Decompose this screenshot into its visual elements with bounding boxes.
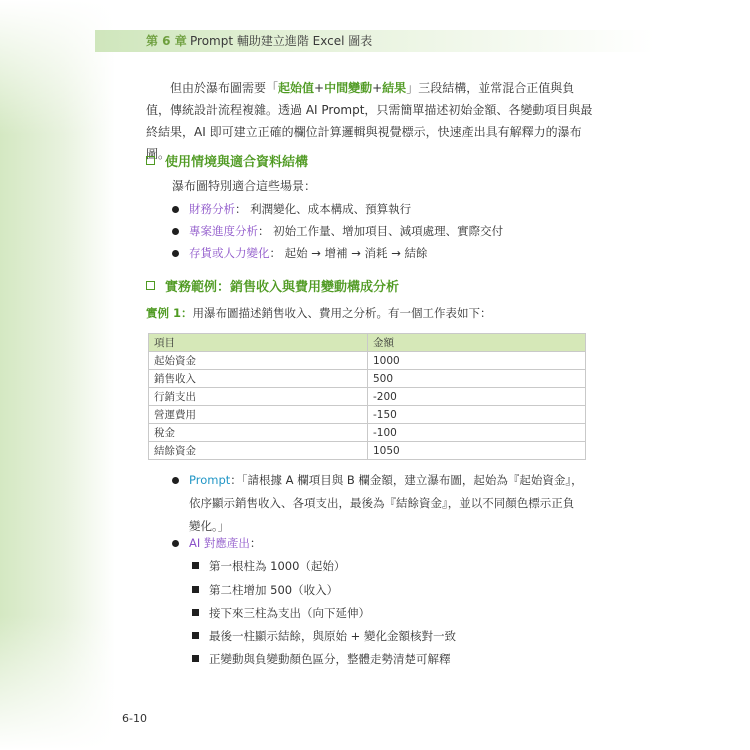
table-row xyxy=(149,406,586,424)
table-row xyxy=(149,370,586,388)
prompt-line-3: 變化。」 xyxy=(189,519,230,533)
ai-output-label: AI 對應產出 xyxy=(189,536,250,550)
ai-output-text: 第一根柱為 1000（起始） xyxy=(209,559,346,573)
usage-label-project: 專案進度分析 xyxy=(189,224,258,238)
usage-label-finance: 財務分析 xyxy=(189,202,235,216)
list-item xyxy=(172,243,428,263)
worksheet-table xyxy=(148,333,586,460)
square-bullet-icon xyxy=(192,655,199,662)
table-cell-item: 銷售收入 xyxy=(149,370,368,388)
table-row xyxy=(149,388,586,406)
list-item xyxy=(192,603,370,623)
section-heading-usage xyxy=(146,151,308,170)
table-header-item: 項目 xyxy=(149,334,368,352)
table-header-row xyxy=(149,334,586,352)
usage-label-inventory: 存貨或人力變化 xyxy=(189,246,270,260)
square-bullet-icon xyxy=(192,562,199,569)
prompt-line-1: ：「請根據 A 欄項目與 B 欄金額，建立瀑布圖，起始為『起始資金』， xyxy=(230,473,583,487)
bullet-icon xyxy=(172,540,179,547)
list-item xyxy=(192,556,345,576)
table-cell-amount: 1000 xyxy=(368,352,586,370)
bullet-icon xyxy=(172,228,179,235)
usage-sep-project: ： xyxy=(258,224,270,238)
bullet-icon xyxy=(172,250,179,257)
list-item xyxy=(192,649,451,669)
table-cell-amount: 500 xyxy=(368,370,586,388)
ai-output-text: 接下來三柱為支出（向下延伸） xyxy=(209,606,370,620)
ai-output-sep: ： xyxy=(249,536,262,550)
example-text: 用瀑布圖描述銷售收入、費用之分析。有一個工作表如下： xyxy=(192,306,492,320)
page-side-decoration xyxy=(0,0,115,750)
list-item xyxy=(192,580,338,600)
table-row xyxy=(149,352,586,370)
table-cell-amount: 1050 xyxy=(368,442,586,460)
list-item xyxy=(192,626,456,646)
prompt-item xyxy=(172,470,592,536)
ai-output-text: 最後一柱顯示結餘，與原始 + 變化金額核對一致 xyxy=(209,629,456,643)
intro-text-2: 」三段結構，並常混合正值與負值，傳統設計流程複雜。透過 AI Prompt，只需簡單描述初始金額、各變動項目與最終結果，AI 即可建立正確的欄位計算邏輯與視覺標示，快速產出具有解釋力的瀑布圖。 xyxy=(146,81,593,161)
usage-sep-inventory: ： xyxy=(269,246,281,260)
bullet-icon xyxy=(172,206,179,213)
intro-middle-term: 中間變動 xyxy=(324,81,373,95)
section-title-usage: 使用情境與適合資料結構 xyxy=(165,155,309,170)
checkbox-icon xyxy=(146,156,155,165)
example-intro xyxy=(146,302,594,324)
checkbox-icon xyxy=(146,281,155,290)
table-header-amount: 金額 xyxy=(368,334,586,352)
section1-lead: 瀑布圖特別適合這些場景： xyxy=(172,179,317,193)
chapter-title: Prompt 輔助建立進階 Excel 圖表 xyxy=(190,34,373,48)
prompt-line-2: 依序顯示銷售收入、各項支出，最後為『結餘資金』，並以不同顏色標示正負 xyxy=(189,496,575,510)
example-label: 實例 1： xyxy=(146,306,193,320)
section-heading-example xyxy=(146,276,399,295)
usage-text-inventory: 起始 → 增補 → 消耗 → 結餘 xyxy=(284,246,428,260)
table-cell-amount: -100 xyxy=(368,424,586,442)
square-bullet-icon xyxy=(192,632,199,639)
table-cell-amount: -200 xyxy=(368,388,586,406)
usage-sep-finance: ： xyxy=(235,202,247,216)
square-bullet-icon xyxy=(192,609,199,616)
page-number: 6-10 xyxy=(122,712,147,725)
section-title-example: 實務範例：銷售收入與費用變動構成分析 xyxy=(165,280,400,295)
list-item xyxy=(172,221,503,241)
table-row xyxy=(149,424,586,442)
table-cell-item: 營運費用 xyxy=(149,406,368,424)
table-cell-item: 結餘資金 xyxy=(149,442,368,460)
table-cell-item: 稅金 xyxy=(149,424,368,442)
ai-output-text: 正變動與負變動顏色區分，整體走勢清楚可解釋 xyxy=(209,652,451,666)
table-cell-amount: -150 xyxy=(368,406,586,424)
prompt-label: Prompt xyxy=(189,473,231,487)
intro-start-term: 起始值 xyxy=(278,81,315,95)
list-item xyxy=(172,199,411,219)
ai-output-item xyxy=(172,533,261,553)
intro-text-1: 但由於瀑布圖需要「 xyxy=(170,81,279,95)
table-cell-item: 起始資金 xyxy=(149,352,368,370)
table-cell-item: 行銷支出 xyxy=(149,388,368,406)
chapter-number: 第 6 章 xyxy=(146,34,187,48)
intro-result-term: 結果 xyxy=(382,81,407,95)
intro-plus-2: + xyxy=(372,81,383,95)
table-row xyxy=(149,442,586,460)
usage-text-finance: 利潤變化、成本構成、預算執行 xyxy=(250,202,412,216)
ai-output-text: 第二柱增加 500（收入） xyxy=(209,583,339,597)
intro-plus-1: + xyxy=(314,81,325,95)
square-bullet-icon xyxy=(192,586,199,593)
usage-text-project: 初始工作量、增加項目、減項處理、實際交付 xyxy=(273,224,504,238)
bullet-icon xyxy=(172,477,179,484)
